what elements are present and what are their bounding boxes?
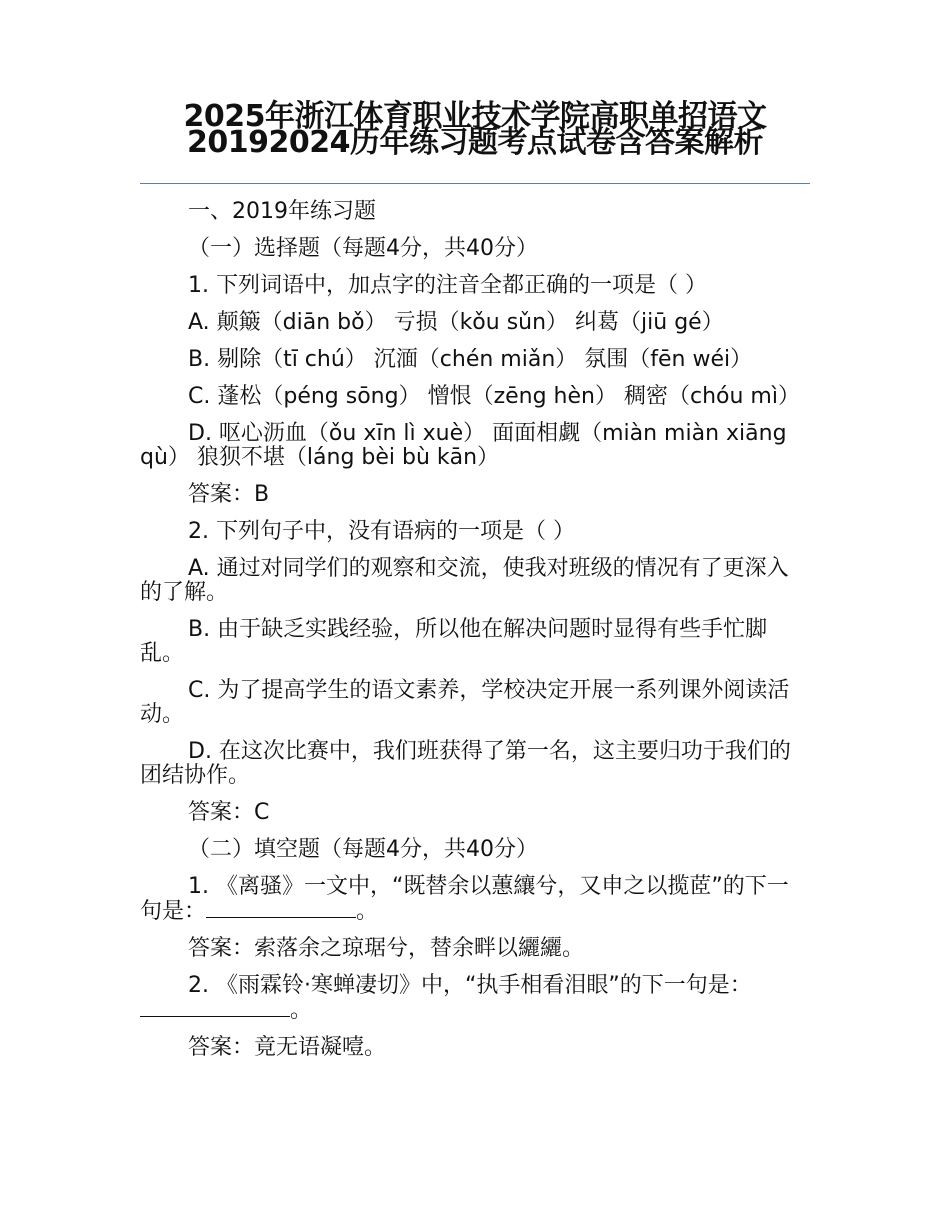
fill-question-1-end: 。 [356, 899, 379, 924]
document-title: 2025年浙江体育职业技术学院高职单招语文20192024历年练习题考点试卷含答案解析 [183, 99, 767, 160]
answer-blank [140, 998, 290, 1017]
question-2-option-d: D. 在这次比赛中，我们班获得了第一名，这主要归功于我们的团结协作。 [140, 739, 791, 788]
fill-question-2-end: 。 [290, 998, 313, 1023]
question-2: 2. 下列句子中，没有语病的一项是（ ） [188, 519, 575, 544]
question-2-option-c: C. 为了提高学生的语文素养，学校决定开展一系列课外阅读活动。 [140, 678, 790, 727]
question-1-option-a: A. 颠簸（diān bǒ） 亏损（kǒu sǔn） 纠葛（jiū gé） [188, 310, 724, 335]
question-1-option-b: B. 剔除（tī chú） 沉湎（chén miǎn） 氛围（fēn wéi） [188, 347, 753, 372]
title-underline [140, 183, 810, 184]
fill-question-1-answer: 答案：索落余之琼琚兮，替余畔以纚纚。 [188, 936, 585, 961]
fill-question-2-text: 2. 《雨霖铃·寒蝉凄切》中，“执手相看泪眼”的下一句是： [188, 973, 752, 998]
fill-question-2 [140, 974, 800, 1023]
question-2-option-b: B. 由于缺乏实践经验，所以他在解决问题时显得有些手忙脚乱。 [140, 617, 768, 666]
subsection-heading: （二）填空题（每题4分，共40分） [188, 837, 538, 862]
question-1-option-c: C. 蓬松（péng sōng） 憎恨（zēng hèn） 稠密（chóu mì） [188, 384, 800, 409]
fill-question-1-text: 1. 《离骚》一文中，“既替余以蕙纕兮，又申之以揽茝”的下一句是： [140, 874, 789, 924]
answer-blank [206, 899, 356, 918]
document-body [140, 200, 800, 1073]
question-2-answer: 答案：C [188, 800, 270, 825]
question-1-option-d: D. 呕心沥血（ǒu xīn lì xuè） 面面相觑（miàn miàn xiāng qù） 狼狈不堪（láng bèi bù kān） [140, 421, 787, 470]
subsection-heading: （一）选择题（每题4分，共40分） [188, 236, 538, 261]
fill-question-2-answer: 答案：竟无语凝噎。 [188, 1035, 387, 1060]
section-heading: 一、2019年练习题 [188, 199, 376, 224]
fill-question-1 [140, 875, 800, 924]
question-1-answer: 答案：B [188, 482, 270, 507]
question-2-option-a: A. 通过对同学们的观察和交流，使我对班级的情况有了更深入的了解。 [140, 556, 789, 605]
question-1: 1. 下列词语中，加点字的注音全都正确的一项是（ ） [188, 273, 707, 298]
